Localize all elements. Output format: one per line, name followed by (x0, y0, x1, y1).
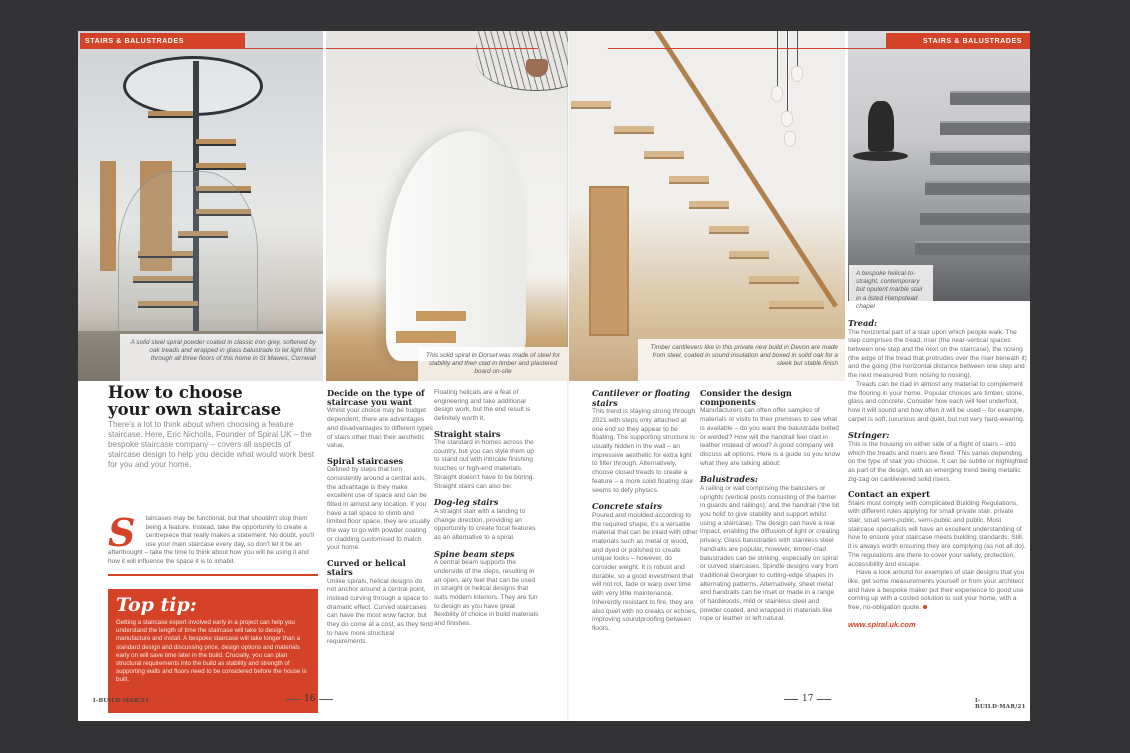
pendant-lamp-shade (526, 59, 548, 77)
lamp-cord (787, 31, 788, 111)
body-spiral: Defined by steps that turn consistently around a central axis, the advantage is they make excellent use of space and can be fitted in almost any location. If you have a tall space to climb and limited floor space, they are usually the way to go with powder coating or cladding customised to match your home. (327, 466, 430, 552)
pendant-lamp (784, 131, 796, 147)
cantilever-step-shape (644, 151, 684, 159)
marble-step-shape (925, 181, 1030, 195)
column-4 (592, 389, 698, 634)
photo-white-helical-dorset (326, 31, 568, 381)
body-components: Manufacturers can often offer samples of materials or visits to their premises to see what is available – do you want the balustrade bolted or welded? How will the handrail feel clad in leather instead of wood? A good company will discuss all options. Here is a guide so you know what they are talking about: (700, 407, 841, 467)
title-line-2: your own staircase (108, 400, 282, 419)
cantilever-step-shape (709, 226, 749, 234)
website-link[interactable]: www.spiral.uk.com (848, 619, 916, 629)
section-label-left: STAIRS & BALUSTRADES (80, 33, 245, 49)
drop-cap: S (108, 510, 136, 555)
heading-straight: Straight stairs (434, 428, 501, 439)
body-contact-2: Have a look around for examples of stair designs that you like, get some measurements yourself or from your architect and have a bespoke maker put their experience to good use coming up with a costed solution to suit your home, with a free, no-obligation quote. (848, 569, 1025, 612)
end-mark-icon (923, 605, 927, 609)
door-shape (589, 186, 629, 336)
timber-handrail (654, 31, 838, 308)
body-dogleg: A straight stair with a landing to change direction, providing an opportunity to create focal features as an alternative to a spiral. (434, 507, 536, 541)
cantilever-step-shape (769, 301, 824, 309)
cantilever-step-shape (749, 276, 799, 284)
body-floating-helicals: Floating helicals are a feat of engineering and take additional design work, but the end result is definitely worth it. (434, 389, 531, 423)
column-3 (434, 389, 540, 629)
folio-right: I-BUILD·MAR/21 (975, 698, 1026, 710)
dash-rule (784, 699, 798, 700)
heading-components: Consider the design components (700, 388, 792, 408)
body-curved: Unlike spirals, helical designs do not anchor around a central point, instead curving through a space to dramatic effect. Curved staircases can have the most wow factor, but they do come at a cost, as they tend to have more structural requirements. (327, 577, 433, 646)
section-label-right: STAIRS & BALUSTRADES (886, 33, 1030, 49)
heading-stringer: Stringer: (848, 430, 890, 441)
wood-step-shape (396, 331, 456, 343)
door-shape (100, 161, 116, 271)
folio-left: I-BUILD·MAR/21 (93, 698, 150, 704)
red-rule (326, 48, 538, 49)
dash-rule (286, 699, 300, 700)
column-2 (327, 389, 433, 647)
cantilever-step-shape (689, 201, 729, 209)
caption-photo-4: A bespoke helical-to-straight, contemporary but opulent marble stair in a listed Hampstead chapel (849, 265, 933, 307)
marble-step-shape (940, 121, 1030, 135)
heading-spiral: Spiral staircases (327, 455, 404, 466)
lamp-cord (777, 31, 778, 86)
article-title (108, 384, 318, 418)
red-rule (245, 48, 323, 49)
body-straight: The standard in homes across the country, but you can style them up to stand out with intricate finishing touches or high-end materials. Straight doesn't have to be boring. Straight stairs can also be: (434, 439, 535, 490)
pendant-lamp (791, 66, 803, 82)
standfirst: There's a lot to think about when choosing a feature staircase. Here, Eric Nicholls, Founder of Spiral UK – the bespoke staircase company – covers all aspects of staircase design to help you decide what would work best for you and your home. (108, 420, 315, 469)
caption-photo-2: This solid spiral in Dorset was made of steel for stability and then clad in timber and plastered board on-site (418, 347, 568, 381)
caption-photo-1: A solid steel spiral powder coated in classic iron grey, softened by oak treads and wrapped in glass balustrade to let light filter through all three floors of this home in St Mawes, Cornwall (120, 334, 323, 381)
tread-shape (196, 163, 246, 170)
cantilever-step-shape (729, 251, 769, 259)
marble-step-shape (930, 151, 1030, 165)
pendant-lamp (781, 111, 793, 127)
intro-text: taircases may be functional, but that shouldn't stop them being a feature. Instead, take the opportunity to create a centrepiece that really makes a statement. No doubt, you'll use your main staircase every day, so don't let it be an afterthought – take the time to think about how you will be using it and how it will influence the space it is to inhabit. (108, 515, 314, 565)
red-rule (608, 48, 886, 49)
white-helical-staircase (386, 131, 526, 361)
body-tread-2: Treads can be clad in almost any material to complement the flooring in your home. Popular choices are timber, stone, glass and concrete. Consider how each will feel underfoot, how it will sound and how often it will be used – for example, carpet is soft, luxurious and quiet, but not very hard-wearing. (848, 380, 1025, 423)
dash-rule (817, 699, 831, 700)
heading-concrete: Concrete stairs (592, 501, 663, 512)
title-line-1: How to choose (108, 383, 243, 402)
photo-marble-stair-hampstead (848, 31, 1030, 301)
photo-spiral-staircase-st-mawes (78, 31, 323, 381)
body-cantilever: This trend is staying strong through 2021 with steps only attached at one end so they appear to be floating. The supporting structure is usually hidden in the wall – an impressive aesthetic for extra light to filter through. Alternatively, choose closed treads to create a feature – a more solid floating stair seems to defy physics. (592, 408, 695, 494)
heading-curved: Curved or helical stairs (327, 558, 406, 578)
horse-statue (868, 101, 894, 151)
column-6 (848, 319, 1028, 629)
magazine-spread (78, 31, 1030, 721)
dash-rule (319, 699, 333, 700)
page-number-17: 17 (802, 694, 814, 704)
body-decide: Whilst your choice may be budget dependent, there are advantages and disadvantages to different types of stairs other than their aesthetic value. (327, 407, 433, 450)
tread-shape (196, 139, 236, 146)
heading-decide: Decide on the type of staircase you want (327, 388, 425, 408)
heading-balustrades: Balustrades: (700, 474, 758, 485)
body-tread-1: The horizontal part of a stair upon which people walk. The step comprises the tread, riser (the near-vertical spaces between one step and the next on the staircase), the nosing (the edge of the tread that protrudes over the riser beneath it) and the going (the horizontal distance between one step and the next measured from nosing to nosing). (848, 328, 1027, 380)
tread-shape (148, 111, 193, 118)
top-tip-rule (108, 574, 318, 576)
page-number-left (286, 694, 333, 704)
body-balustrades: A railing or wall comprising the balusters or uprights (vertical posts consisting of the barrier in guards and railings), and the handrail ('the bit you hold' to give stability and support whilst using a staircase). The design can have a real impact, enabling the diffusion of light or creating privacy. Glass balustrades with stainless steel handrails are popular, however, timber-clad balustrades can be striking, especially on spiral or curved staircases. Spindle designs vary from traditional Georgian to cutting-edge shapes in alternating patterns. Alternatively, sheet metal and handrails can be inset or made in a range of hardwoods, mild or stainless steel and powder coated, and wrapped in materials like rope or leather or left natural. (700, 484, 840, 623)
top-tip-title: Top tip: (116, 594, 197, 616)
pendant-lamp-shape (476, 31, 568, 91)
cantilever-step-shape (669, 176, 709, 184)
photo-cantilever-stairs-devon (569, 31, 845, 381)
heading-dogleg: Dog-leg stairs (434, 497, 499, 508)
body-concrete: Poured and moulded according to the required shape, it's a versatile material that can be inlaid with other materials such as metal or wood, and dyed or polished to create unique looks – however, do consider weight. It is robust and durable, so a good investment that will not rot, fade or warp over time with very little maintenance. Inherently resistant to fire, they are also quiet with no creaks or echoes, improving soundproofing between floors. (592, 511, 698, 632)
page-number-16: 16 (304, 694, 316, 704)
marble-step-shape (950, 91, 1030, 105)
heading-tread: Tread: (848, 318, 878, 328)
body-contact-1: Stairs must comply with complicated Building Regulations, with different rules applying for small private stair, private stair, small semi-public, semi-public and public. Most staircase specialists will have an excellent understanding of how to ensure your staircase meets building standards. Still, it is always worth ensuring they are complying (as not all do). The regulations are there to cover your safety, protection, accessibility and escape. (848, 499, 1026, 568)
top-tip-body: Getting a staircase expert involved early in a project can help you understand the length of time the staircase will take to design, manufacture and install. A bespoke staircase will take longer than a standard design and discussing price, design options and materials early on will save time later in the build. Crucially, you can plan structural requirements into the build as stability and strength of supporting walls and floors need to be considered before the house is built. (116, 619, 307, 684)
caption-photo-3: Timber cantilevers like in this private new build in Devon are made from steel, coated in sound insulation and boxed in solid oak for a sleek but stable finish (638, 339, 845, 381)
heading-spine: Spine beam steps (434, 548, 515, 559)
page-number-right (784, 694, 831, 704)
pendant-lamp (771, 86, 783, 102)
column-5 (700, 389, 840, 624)
heading-cantilever: Cantilever or floating stairs (592, 388, 691, 408)
cantilever-step-shape (614, 126, 654, 134)
wood-step-shape (416, 311, 466, 321)
heading-contact: Contact an expert (848, 489, 930, 500)
cantilever-step-shape (571, 101, 611, 109)
intro-paragraph (108, 510, 320, 567)
body-stringer: This is the housing on either side of a flight of stairs – into which the treads and risers are fixed. This varies depending on the type of stair you choose. It can be subtle or highlighted as part of the design, with an emerging trend being metallic zig-zag on cantilevered solid risers. (848, 440, 1028, 483)
round-table (853, 151, 908, 161)
body-spine: A central beam supports the underside of the steps, resulting in an open, airy feel that can be used in straight or helical designs that suits modern interiors. They are fun to design as you have great flexibility of choice in build materials and finishes. (434, 559, 539, 628)
marble-step-shape (920, 211, 1030, 225)
marble-step-shape (915, 241, 1030, 255)
